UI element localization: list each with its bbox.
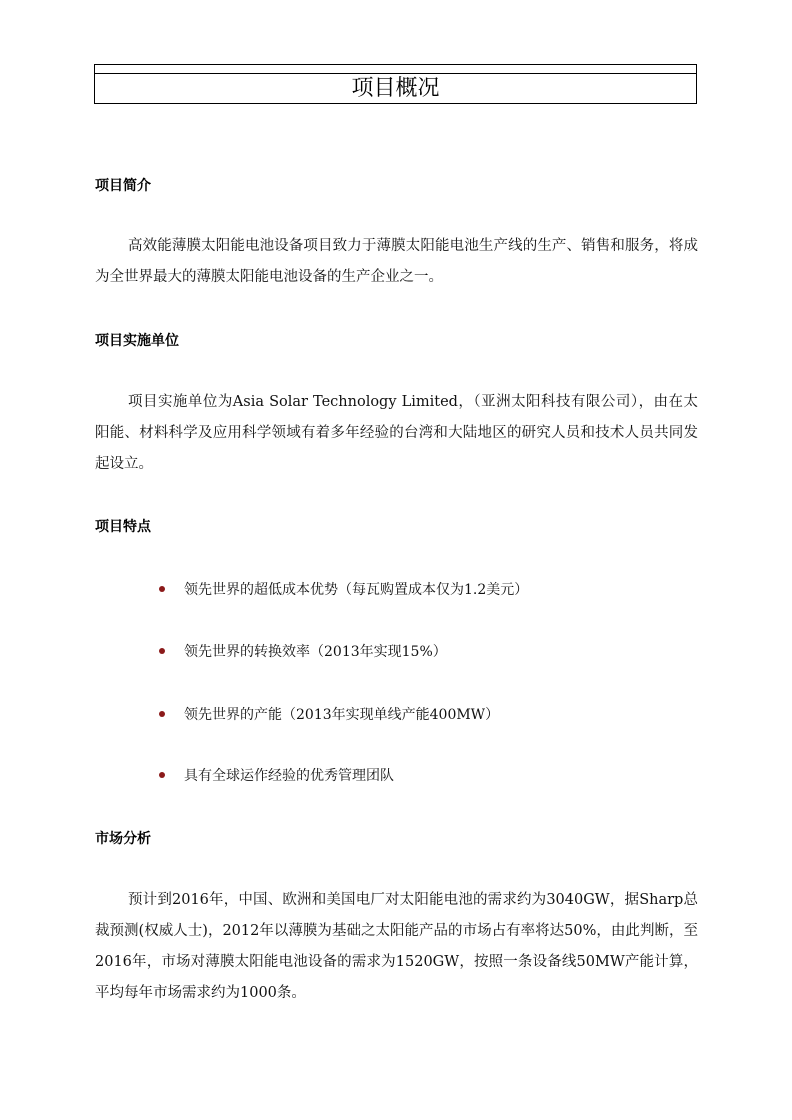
section-heading-intro: 项目简介 (95, 178, 151, 194)
section-text-intro: 高效能薄膜太阳能电池设备项目致力于薄膜太阳能电池生产线的生产、销售和服务，将成为全世界最大的薄膜太阳能电池设备的生产企业之一。 (95, 238, 698, 285)
bullet-dot-icon (159, 586, 165, 592)
feature-bullet-capacity (159, 705, 499, 725)
page-title: 项目概况 (351, 76, 440, 101)
section-heading-market: 市场分析 (95, 831, 151, 847)
section-heading-implementer: 项目实施单位 (95, 333, 179, 349)
bullet-dot-icon (159, 648, 165, 654)
feature-text: 领先世界的转换效率（2013年实现15%） (184, 644, 447, 660)
feature-bullet-team (159, 766, 394, 786)
title-box (94, 64, 697, 104)
feature-text: 领先世界的产能（2013年实现单线产能400MW） (184, 707, 500, 723)
bullet-dot-icon (159, 772, 165, 778)
bullet-dot-icon (159, 711, 165, 717)
section-text-market: 预计到2016年，中国、欧洲和美国电厂对太阳能电池的需求约为3040GW，据Sharp总裁预测(权威人士)，2012年以薄膜为基础之太阳能产品的市场占有率将达50%，由此判断，至2016年，市场对薄膜太阳能电池设备的需求为1520GW，按照一条设备线50MW产能计算，平均每年市场需求约为1000条。 (95, 892, 698, 1001)
feature-bullet-efficiency (159, 642, 447, 662)
feature-text: 具有全球运作经验的优秀管理团队 (184, 768, 394, 784)
title-rule (95, 73, 696, 74)
section-heading-features: 项目特点 (95, 519, 151, 535)
feature-bullet-cost (159, 580, 528, 600)
feature-text: 领先世界的超低成本优势（每瓦购置成本仅为1.2美元） (184, 582, 529, 598)
section-text-implementer: 项目实施单位为Asia Solar Technology Limited，（亚洲太阳科技有限公司），由在太阳能、材料科学及应用科学领域有着多年经验的台湾和大陆地区的研究人员和技术人员共同发起设立。 (95, 394, 698, 472)
